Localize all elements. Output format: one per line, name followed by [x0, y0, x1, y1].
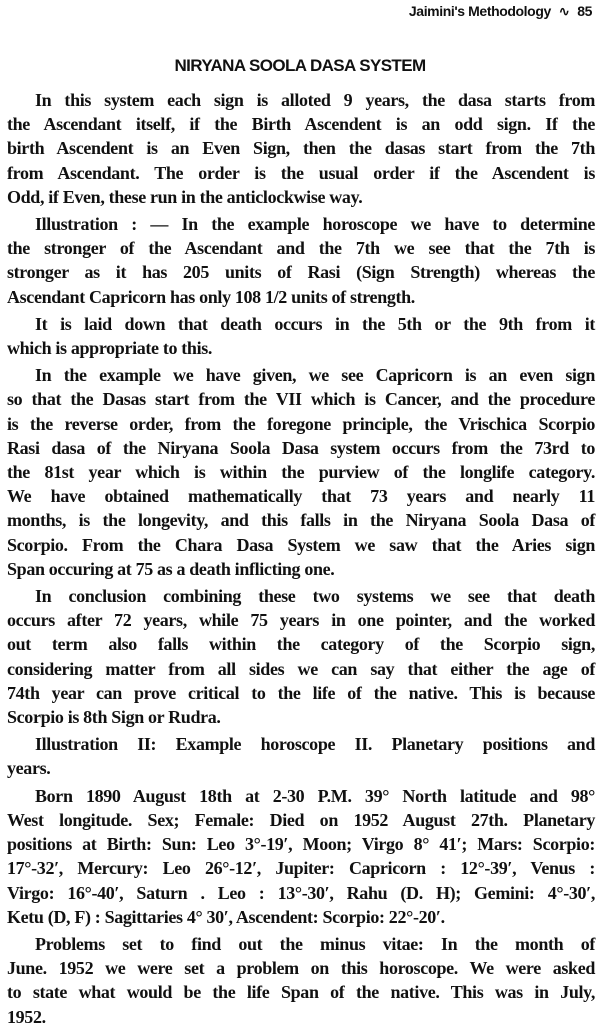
- text-line: [7, 657, 595, 681]
- line-text: In the month of: [423, 933, 595, 954]
- text-line: [7, 632, 595, 656]
- text-line: [7, 856, 595, 880]
- ornament-icon: ∿: [558, 3, 570, 19]
- line-text: Ketu (D, F) : Sagittaries 4° 30′, Ascendent: Scorpio: 22°-20′.: [7, 906, 445, 927]
- text-line: [7, 336, 595, 360]
- line-text: We have obtained mathematically that 73 years and nearly 11: [7, 486, 595, 507]
- text-line: [7, 185, 595, 209]
- text-line: [7, 161, 595, 185]
- running-title: Jaimini's Methodology: [408, 3, 551, 19]
- line-text: Virgo: 16°-40′, Saturn . Leo : 13°-30′, Rahu (D. H); Gemini: 4°-30′,: [7, 882, 595, 903]
- line-text: June. 1952 we were set a problem on this horoscope. We were asked: [7, 958, 595, 979]
- text-line: [7, 236, 595, 260]
- line-text: so that the Dasas start from the VII which is Cancer, and the procedure: [7, 389, 595, 410]
- text-line: [7, 285, 595, 309]
- text-line: [7, 436, 595, 460]
- paragraph-lead: Problems set to find out the minus vitae:: [35, 933, 424, 954]
- line-text: In the example we have given, we see Capricorn is an even sign: [35, 365, 595, 386]
- text-line: [7, 363, 595, 387]
- paragraph: [7, 784, 595, 929]
- line-text: Span occuring at 75 as a death inflicting one.: [7, 558, 335, 579]
- text-line: [7, 980, 595, 1004]
- text-line: [7, 260, 595, 284]
- text-line: [7, 484, 595, 508]
- text-line: [7, 705, 595, 729]
- paragraph-lead: Illustration II:: [35, 734, 157, 755]
- line-text: 1952.: [7, 1006, 46, 1027]
- text-line: [7, 412, 595, 436]
- text-line: [7, 905, 595, 929]
- text-line: [7, 681, 595, 705]
- text-line: [7, 732, 595, 756]
- line-text: the 81st year which is within the purview of the longlife category.: [7, 462, 595, 483]
- text-line: [7, 88, 595, 112]
- line-text: to state what would be the life Span of the native. This was in July,: [7, 982, 595, 1003]
- text-line: [7, 608, 595, 632]
- text-line: [7, 387, 595, 411]
- line-text: Scorpio is 8th Sign or Rudra.: [7, 707, 221, 728]
- paragraph: [7, 732, 595, 780]
- line-text: the Ascendant itself, if the Birth Ascendent is an odd sign. If the: [7, 114, 595, 135]
- text-line: [7, 460, 595, 484]
- line-text: Born 1890 August 18th at 2-30 P.M. 39° North latitude and 98°: [35, 785, 595, 806]
- text-line: [7, 832, 595, 856]
- line-text: is the reverse order, from the foregone principle, the Vrischica Scorpio: [7, 413, 595, 434]
- line-text: out term also falls within the category of the Scorpio sign,: [7, 634, 595, 655]
- section-heading: NIRYANA SOOLA DASA SYSTEM: [174, 56, 426, 75]
- text-line: [7, 784, 595, 808]
- line-text: Scorpio. From the Chara Dasa System we saw that the Aries sign: [7, 534, 595, 555]
- line-text: 74th year can prove critical to the life of the native. This is because: [7, 682, 595, 703]
- line-text: years.: [7, 758, 51, 779]
- text-line: [7, 212, 595, 236]
- line-text: Odd, if Even, these run in the anticlockwise way.: [7, 186, 363, 207]
- text-line: [7, 881, 595, 905]
- line-text: Example horoscope II. Planetary positions and: [156, 734, 595, 755]
- paragraph: [7, 88, 595, 209]
- line-text: 17°-32′, Mercury: Leo 26°-12′, Jupiter: Capricorn : 12°-39′, Venus :: [7, 858, 595, 879]
- line-text: — In the example horoscope we have to determine: [136, 214, 595, 235]
- line-text: In this system each sign is alloted 9 years, the dasa starts from: [35, 90, 595, 110]
- text-line: [7, 584, 595, 608]
- paragraph: [7, 363, 595, 581]
- paragraph: [7, 932, 595, 1029]
- line-text: which is appropriate to this.: [7, 338, 213, 359]
- line-text: positions at Birth: Sun: Leo 3°-19′, Moon; Virgo 8° 41′; Mars: Scorpio:: [7, 834, 595, 855]
- paragraph-lead: Illustration :: [35, 214, 137, 235]
- line-text: months, is the longevity, and this falls in the Niryana Soola Dasa of: [7, 510, 595, 531]
- paragraph: [7, 584, 595, 729]
- line-text: In conclusion combining these two systems we see that death: [35, 586, 595, 607]
- line-text: the stronger of the Ascendant and the 7th we see that the 7th is: [7, 238, 595, 259]
- text-line: [7, 112, 595, 136]
- line-text: occurs after 72 years, while 75 years in one pointer, and the worked: [7, 610, 595, 631]
- line-text: considering matter from all sides we can say that either the age of: [7, 658, 595, 679]
- line-text: stronger as it has 205 units of Rasi (Sign Strength) whereas the: [7, 262, 595, 283]
- text-line: [7, 756, 595, 780]
- paragraph: [7, 312, 595, 360]
- text-line: [7, 312, 595, 336]
- running-header: [409, 3, 592, 20]
- text-line: [7, 508, 595, 532]
- text-line: [7, 136, 595, 160]
- line-text: It is laid down that death occurs in the 5th or the 9th from it: [35, 313, 595, 334]
- text-line: [7, 1005, 595, 1029]
- text-line: [7, 956, 595, 980]
- paragraph: [7, 212, 595, 309]
- line-text: from Ascendant. The order is the usual order if the Ascendent is: [7, 162, 595, 183]
- line-text: West longitude. Sex; Female: Died on 1952 August 27th. Planetary: [7, 809, 595, 830]
- line-text: Rasi dasa of the Niryana Soola Dasa system occurs from the 73rd to: [7, 437, 595, 458]
- page-body: [7, 88, 595, 1032]
- page-number: 85: [577, 3, 592, 19]
- text-line: [7, 533, 595, 557]
- line-text: birth Ascendent is an Even Sign, then the dasas start from the 7th: [7, 138, 595, 159]
- text-line: [7, 808, 595, 832]
- text-line: [7, 932, 595, 956]
- line-text: Ascendant Capricorn has only 108 1/2 units of strength.: [7, 286, 415, 307]
- text-line: [7, 557, 595, 581]
